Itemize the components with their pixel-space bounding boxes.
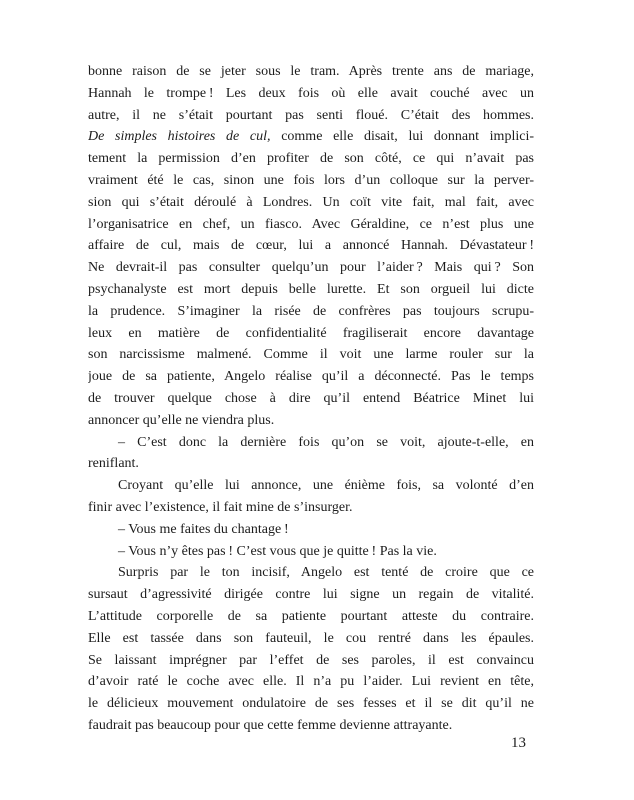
text-segment: sion qui s’était déroulé à Londres. Un coït vite fait, mal fait, avec [88, 194, 534, 210]
text-segment: Elle est tassée dans son fauteuil, le cou rentré dans les épaules. [88, 630, 534, 646]
text-line [88, 301, 534, 323]
text-line [88, 432, 534, 454]
text-segment: faudrait pas beaucoup pour que cette femme devienne attrayante. [88, 717, 453, 733]
text-segment: psychanalyste est mort depuis belle lurette. Et son orgueil lui dicte [88, 281, 534, 297]
text-segment: annoncer qu’elle ne viendra plus. [88, 412, 275, 428]
text-line [88, 279, 534, 301]
text-line [88, 105, 534, 127]
text-segment: tement la permission d’en profiter de son côté, ce qui n’avait pas [88, 151, 534, 167]
text-line [88, 323, 534, 345]
text-line [88, 453, 534, 475]
page-number: 13 [511, 735, 526, 751]
text-line [88, 650, 534, 672]
text-segment: finir avec l’existence, il fait mine de s’insurger. [88, 499, 353, 515]
text-line [88, 366, 534, 388]
text-line [88, 693, 534, 715]
text-line [88, 497, 534, 519]
text-line [88, 475, 534, 497]
text-segment: Se laissant imprégner par l’effet de ses paroles, il est convaincu [88, 652, 534, 668]
italic-phrase: De simples histoires de cul, [88, 129, 271, 145]
text-segment: de trouver quelque chose à dire qu’il entend Béatrice Minet lui [88, 390, 534, 406]
text-line [88, 671, 534, 693]
text-line [88, 126, 534, 148]
text-line [88, 584, 534, 606]
text-line [88, 148, 534, 170]
text-segment: l’organisatrice en chef, un fiasco. Avec Géraldine, ce n’est plus une [88, 216, 534, 232]
text-segment: Croyant qu’elle lui annonce, une énième fois, sa volonté d’en [118, 478, 534, 494]
text-line [88, 606, 534, 628]
text-segment: sursaut d’agressivité dirigée contre lui signe un regain de vitalité. [88, 587, 534, 603]
text-segment: Hannah le trompe ! Les deux fois où elle avait couché avec un [88, 85, 534, 101]
text-line [88, 83, 534, 105]
text-segment: la prudence. S’imaginer la risée de confrères pas toujours scrupu- [88, 303, 534, 319]
text-segment: comme elle disait, lui donnant implici- [270, 129, 534, 145]
text-line [88, 192, 534, 214]
text-line [88, 519, 534, 541]
text-line [88, 61, 534, 83]
text-line [88, 628, 534, 650]
text-block [88, 61, 534, 737]
text-line [88, 235, 534, 257]
text-segment: affaire de cul, mais de cœur, lui a annoncé Hannah. Dévastateur ! [88, 238, 534, 254]
text-line [88, 541, 534, 563]
text-segment: – Vous me faites du chantage ! [118, 521, 289, 537]
text-line [88, 388, 534, 410]
text-segment: Ne devrait-il pas consulter quelqu’un pour l’aider ? Mais qui ? Son [88, 260, 534, 276]
text-segment: son narcissisme malmené. Comme il voit une larme rouler sur la [88, 347, 534, 363]
text-line [88, 214, 534, 236]
text-segment: le délicieux mouvement ondulatoire de ses fesses et il se dit qu’il ne [88, 696, 534, 712]
text-segment: autre, il ne s’était pourtant pas senti floué. C’était des hommes. [88, 107, 534, 123]
text-segment: leux en matière de confidentialité fragiliserait encore davantage [88, 325, 534, 341]
text-segment: – Vous n’y êtes pas ! C’est vous que je quitte ! Pas la vie. [118, 543, 437, 559]
text-line [88, 562, 534, 584]
text-segment: d’avoir raté le coche avec elle. Il n’a pu l’aider. Lui revient en tête, [88, 674, 534, 690]
text-line [88, 170, 534, 192]
text-line [88, 257, 534, 279]
text-line [88, 344, 534, 366]
text-segment: bonne raison de se jeter sous le tram. Après trente ans de mariage, [88, 64, 534, 79]
text-line [88, 410, 534, 432]
text-segment: vraiment été le cas, sinon une fois lors d’un colloque sur la perver- [88, 172, 534, 188]
text-segment: L’attitude corporelle de sa patiente pourtant atteste du contraire. [88, 608, 534, 624]
text-segment: reniflant. [88, 456, 139, 472]
text-segment: – C’est donc la dernière fois qu’on se voit, ajoute-t-elle, en [118, 434, 534, 450]
text-segment: joue de sa patiente, Angelo réalise qu’il a déconnecté. Pas le temps [88, 369, 534, 385]
text-segment: Surpris par le ton incisif, Angelo est tenté de croire que ce [118, 565, 534, 581]
